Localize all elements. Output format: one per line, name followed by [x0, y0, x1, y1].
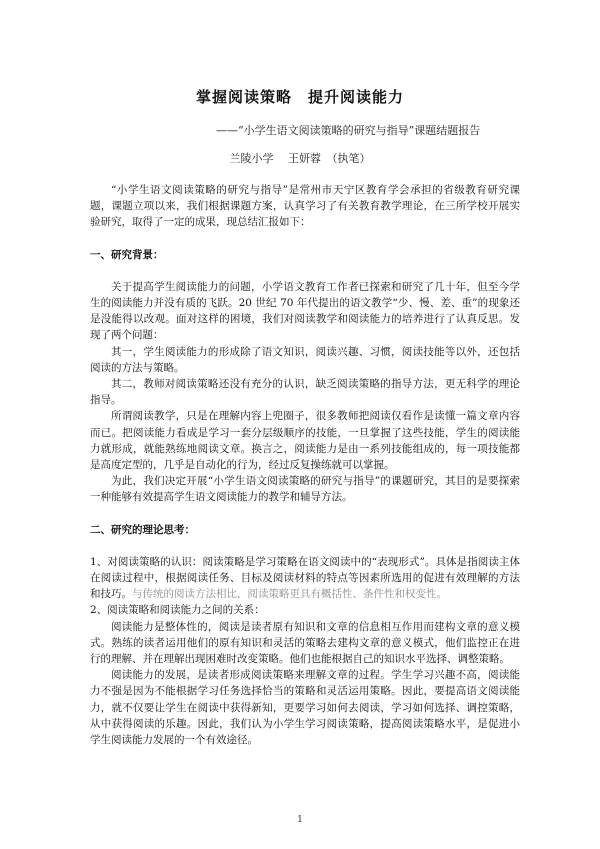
background-paragraph: 其二，教师对阅读策略还没有充分的认识，缺乏阅读策略的指导方法，更无科学的理论指导。: [90, 378, 520, 407]
document-subtitle: ——“小学生语文阅读策略的研究与指导”课题结题报告: [216, 124, 481, 137]
spacer: [90, 506, 520, 522]
spacer: [90, 231, 520, 247]
intro-paragraph: “小学生语文阅读策略的研究与指导”是常州市天宁区教育学会承担的省级教育研究课题，课题立项以来，我们根据课题方案，认真学习了有关教育教学理论，在三所学校开展实验研究，取得了一定的成果，现总结汇报如下：: [90, 184, 520, 229]
background-paragraph: 其一，学生阅读能力的形成除了语文知识，阅读兴趣、习惯，阅读技能等以外，还包括阅读的方法与策略。: [90, 345, 520, 374]
document-title: 掌握阅读策略 提升阅读能力: [195, 88, 404, 106]
page-number: 1: [297, 815, 303, 825]
document-body: [90, 182, 520, 748]
author-byline: 兰陵小学 王妍蓉 （执笔）: [229, 152, 371, 165]
theory-item-1: [90, 554, 520, 603]
section-heading-theory: 二、研究的理论思考：: [90, 523, 195, 536]
theory-paragraph: 阅读能力的发展，是读者形成阅读策略来理解文章的过程。学生学习兴趣不高，阅读能力不强是因为不能根据学习任务选择恰当的策略和灵活运用策略。因此，要提高语文阅读能力，就不仅要让学生在阅读中获得新知，更要学习如何去阅读，学习如何选择、调控策略，从中获得阅读的乐趣。因此，我们认为小学生学习阅读策略，提高阅读策略水平，是促进小学生阅读能力发展的一个有效途径。: [90, 669, 520, 747]
background-paragraph: 为此，我们决定开展“小学生语文阅读策略的研究与指导”的课题研究，其目的是要探索一种能够有效提高学生语文阅读能力的教学和辅导方法。: [90, 475, 520, 504]
background-paragraph: 关于提高学生阅读能力的问题，小学语文教育工作者已探索和研究了几十年，但至今学生的阅读能力并没有质的飞跃。20 世纪 70 年代提出的语文教学“少、慢、差、重”的现象还是没能得以改观。面对这样的困境，我们对阅读教学和阅读能力的培养进行了认真反思。发现了两个问题：: [90, 280, 520, 342]
spacer: [90, 538, 520, 554]
theory-item-1-note: 与传统的阅读方法相比，阅读策略更具有概括性、条件性和权变性。: [132, 588, 447, 601]
spacer: [90, 263, 520, 279]
section-heading-background: 一、研究背景：: [90, 248, 164, 261]
theory-item-2-heading: 2、阅读策略和阅读能力之间的关系：: [90, 604, 265, 617]
theory-item-1-text: 1、对阅读策略的认识：阅读策略是学习策略在语文阅读中的“表现形式”。具体是指阅读主体在阅读过程中，根据阅读任务、目标及阅读材料的特点等因素所选用的促进有效理解的方法和技巧。: [90, 555, 520, 601]
background-paragraph: 所谓阅读教学，只是在理解内容上兜圈子，很多教师把阅读仅看作是读懂一篇文章内容而已。把阅读能力看成是学习一套分层级顺序的技能，一旦掌握了这些技能，学生的阅读能力就形成，就能熟练地阅读文章。换言之，阅读能力是由一系列技能组成的，每一项技能都是高度定型的，几乎是自动化的行为，经过反复操练就可以掌握。: [90, 410, 520, 472]
theory-paragraph: 阅读能力是整体性的，阅读是读者原有知识和文章的信息相互作用而建构文章的意义模式。熟练的读者运用他们的原有知识和灵活的策略去建构文章的意义模式，他们监控正在进行的理解、并在理解出现困难时改变策略。他们也能根据自己的知识水平选择、调整策略。: [90, 620, 520, 666]
